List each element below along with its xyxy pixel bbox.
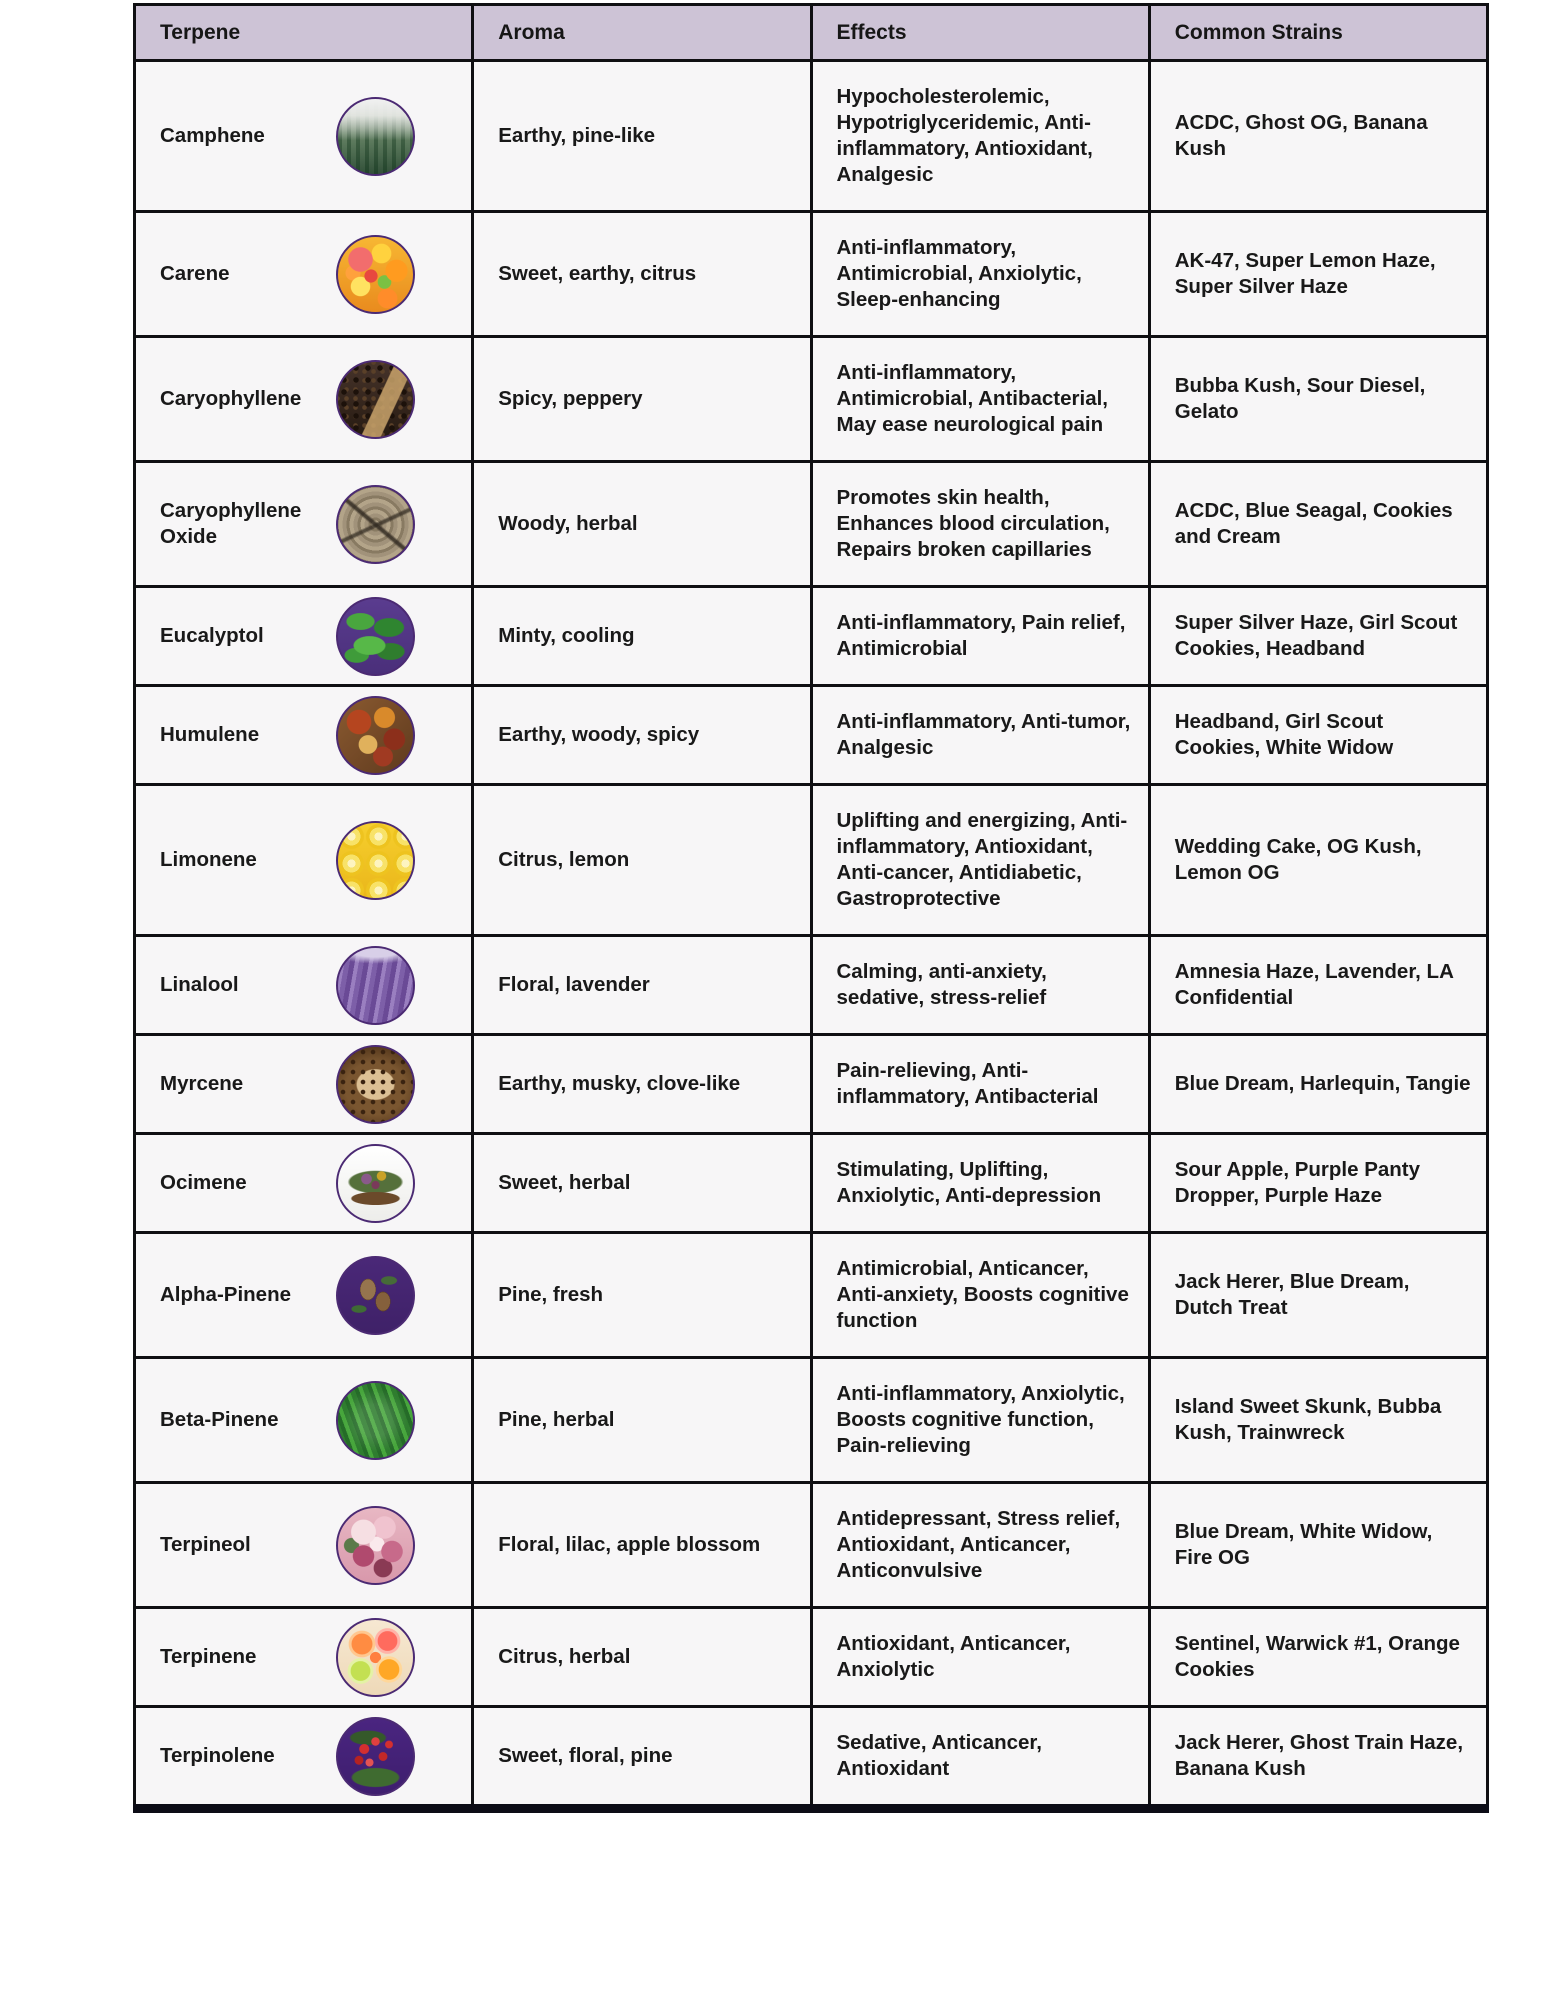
aroma-text: Pine, fresh	[473, 1233, 811, 1358]
strains-text: Jack Herer, Blue Dream, Dutch Treat	[1149, 1233, 1487, 1358]
table-row	[135, 1134, 1488, 1233]
terpene-name: Camphene	[160, 124, 265, 147]
terpene-cell	[160, 1256, 457, 1335]
effects-text: Pain-relieving, Anti-inflammatory, Antibacterial	[811, 1035, 1149, 1134]
effects-text: Anti-inflammatory, Antimicrobial, Antibacterial, May ease neurological pain	[811, 337, 1149, 462]
aroma-text: Floral, lavender	[473, 936, 811, 1035]
aroma-text: Citrus, lemon	[473, 785, 811, 936]
table-row	[135, 212, 1488, 337]
mint-leaves-photo	[336, 597, 415, 676]
terpene-cell	[160, 1717, 457, 1796]
effects-text: Promotes skin health, Enhances blood circulation, Repairs broken capillaries	[811, 462, 1149, 587]
table-row	[135, 936, 1488, 1035]
table-row	[135, 462, 1488, 587]
aroma-text: Sweet, floral, pine	[473, 1707, 811, 1809]
strains-text: Headband, Girl Scout Cookies, White Widow	[1149, 686, 1487, 785]
tree-rings-photo	[336, 485, 415, 564]
terpene-table-body	[135, 61, 1488, 1809]
pink-roses-photo	[336, 1506, 415, 1585]
terpene-cell	[160, 696, 457, 775]
terpene-cell	[160, 1506, 457, 1585]
aroma-text: Sweet, earthy, citrus	[473, 212, 811, 337]
strains-text: Amnesia Haze, Lavender, LA Confidential	[1149, 936, 1487, 1035]
terpene-cell	[160, 1381, 457, 1460]
terpene-name: Terpinolene	[160, 1744, 275, 1767]
header-aroma: Aroma	[473, 5, 811, 61]
terpene-table	[133, 3, 1489, 1813]
lemon-slices-photo	[336, 821, 415, 900]
terpene-name: Terpineol	[160, 1533, 251, 1556]
foggy-forest-photo	[336, 97, 415, 176]
citrus-fruits-photo	[336, 235, 415, 314]
strains-text: Wedding Cake, OG Kush, Lemon OG	[1149, 785, 1487, 936]
strains-text: Sentinel, Warwick #1, Orange Cookies	[1149, 1608, 1487, 1707]
effects-text: Anti-inflammatory, Anti-tumor, Analgesic	[811, 686, 1149, 785]
terpene-name: Beta-Pinene	[160, 1408, 279, 1431]
terpene-cell	[160, 1144, 457, 1223]
terpene-name: Linalool	[160, 973, 239, 996]
effects-text: Calming, anti-anxiety, sedative, stress-relief	[811, 936, 1149, 1035]
table-row	[135, 1035, 1488, 1134]
citrus-slices-photo	[336, 1618, 415, 1697]
effects-text: Anti-inflammatory, Pain relief, Antimicrobial	[811, 587, 1149, 686]
table-row	[135, 1608, 1488, 1707]
strains-text: ACDC, Ghost OG, Banana Kush	[1149, 61, 1487, 212]
cloves-bowl-photo	[336, 1045, 415, 1124]
aroma-text: Citrus, herbal	[473, 1608, 811, 1707]
effects-text: Sedative, Anticancer, Antioxidant	[811, 1707, 1149, 1809]
aroma-text: Pine, herbal	[473, 1358, 811, 1483]
terpene-name: Myrcene	[160, 1072, 244, 1095]
terpene-cell	[160, 97, 457, 176]
terpene-name: Terpinene	[160, 1645, 257, 1668]
terpene-cell	[160, 597, 457, 676]
table-row	[135, 337, 1488, 462]
terpene-name: Limonene	[160, 848, 257, 871]
dried-herbs-bowl-photo	[336, 1144, 415, 1223]
strains-text: Jack Herer, Ghost Train Haze, Banana Kush	[1149, 1707, 1487, 1809]
aroma-text: Minty, cooling	[473, 587, 811, 686]
table-row	[135, 1233, 1488, 1358]
pine-needles-photo	[336, 1381, 415, 1460]
table-row	[135, 785, 1488, 936]
terpene-name: Eucalyptol	[160, 624, 264, 647]
terpene-name: Ocimene	[160, 1171, 247, 1194]
lavender-field-photo	[336, 946, 415, 1025]
effects-text: Anti-inflammatory, Antimicrobial, Anxiolytic, Sleep-enhancing	[811, 212, 1149, 337]
table-row	[135, 1483, 1488, 1608]
effects-text: Antioxidant, Anticancer, Anxiolytic	[811, 1608, 1149, 1707]
spices-photo	[336, 696, 415, 775]
effects-text: Hypocholesterolemic, Hypotriglyceridemic, Anti-inflammatory, Antioxidant, Analgesic	[811, 61, 1149, 212]
strains-text: AK-47, Super Lemon Haze, Super Silver Haze	[1149, 212, 1487, 337]
aroma-text: Earthy, musky, clove-like	[473, 1035, 811, 1134]
aroma-text: Earthy, pine-like	[473, 61, 811, 212]
aroma-text: Floral, lilac, apple blossom	[473, 1483, 811, 1608]
terpene-name: Humulene	[160, 723, 260, 746]
strains-text: Island Sweet Skunk, Bubba Kush, Trainwreck	[1149, 1358, 1487, 1483]
strains-text: Bubba Kush, Sour Diesel, Gelato	[1149, 337, 1487, 462]
terpene-name: Caryophyllene Oxide	[160, 499, 302, 548]
header-common-strains: Common Strains	[1149, 5, 1487, 61]
terpene-name: Alpha-Pinene	[160, 1283, 291, 1306]
strains-text: ACDC, Blue Seagal, Cookies and Cream	[1149, 462, 1487, 587]
effects-text: Antimicrobial, Anticancer, Anti-anxiety, Boosts cognitive function	[811, 1233, 1149, 1358]
strains-text: Blue Dream, White Widow, Fire OG	[1149, 1483, 1487, 1608]
terpene-cell	[160, 821, 457, 900]
terpene-name: Carene	[160, 262, 230, 285]
table-row	[135, 1707, 1488, 1809]
header-effects: Effects	[811, 5, 1149, 61]
aroma-text: Earthy, woody, spicy	[473, 686, 811, 785]
peppercorns-photo	[336, 360, 415, 439]
header-terpene: Terpene	[135, 5, 473, 61]
terpene-cell	[160, 485, 457, 564]
pine-cones-photo	[336, 1256, 415, 1335]
table-row	[135, 686, 1488, 785]
effects-text: Stimulating, Uplifting, Anxiolytic, Anti-depression	[811, 1134, 1149, 1233]
aroma-text: Woody, herbal	[473, 462, 811, 587]
effects-text: Antidepressant, Stress relief, Antioxidant, Anticancer, Anticonvulsive	[811, 1483, 1149, 1608]
terpene-name: Caryophyllene	[160, 387, 302, 410]
effects-text: Uplifting and energizing, Anti-inflammatory, Antioxidant, Anti-cancer, Antidiabetic, Gastroprotective	[811, 785, 1149, 936]
table-header-row	[135, 5, 1488, 61]
red-berries-photo	[336, 1717, 415, 1796]
table-row	[135, 1358, 1488, 1483]
terpene-cell	[160, 235, 457, 314]
strains-text: Super Silver Haze, Girl Scout Cookies, Headband	[1149, 587, 1487, 686]
terpene-cell	[160, 1045, 457, 1124]
terpene-cell	[160, 1618, 457, 1697]
table-row	[135, 61, 1488, 212]
effects-text: Anti-inflammatory, Anxiolytic, Boosts cognitive function, Pain-relieving	[811, 1358, 1149, 1483]
aroma-text: Sweet, herbal	[473, 1134, 811, 1233]
terpene-cell	[160, 946, 457, 1025]
table-row	[135, 587, 1488, 686]
aroma-text: Spicy, peppery	[473, 337, 811, 462]
terpene-cell	[160, 360, 457, 439]
strains-text: Sour Apple, Purple Panty Dropper, Purple Haze	[1149, 1134, 1487, 1233]
strains-text: Blue Dream, Harlequin, Tangie	[1149, 1035, 1487, 1134]
